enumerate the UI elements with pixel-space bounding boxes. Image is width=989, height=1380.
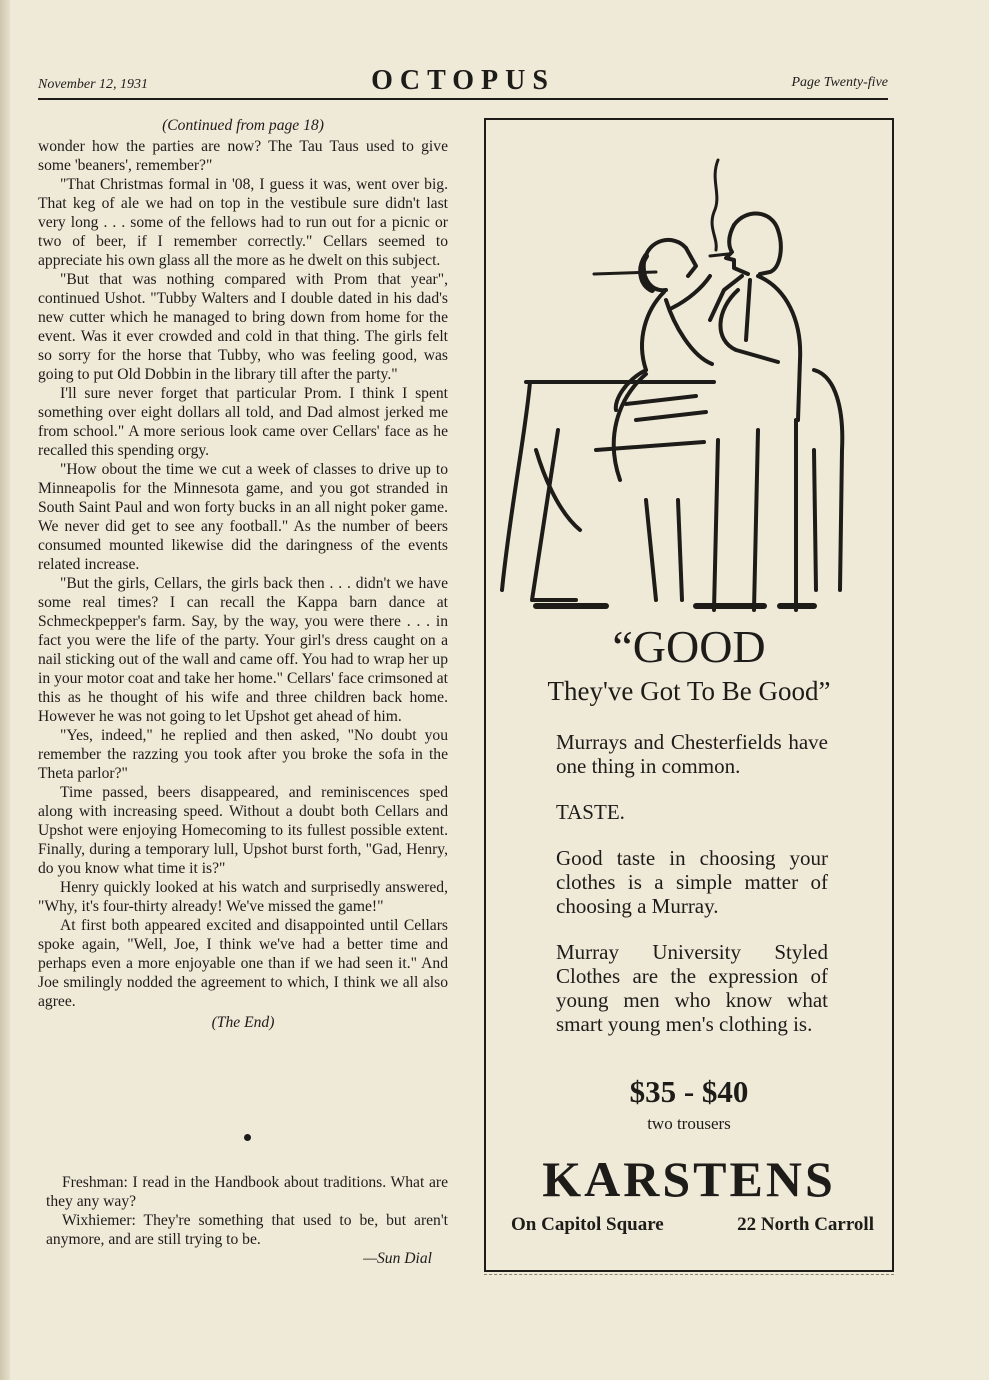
ad-address-left: On Capitol Square	[511, 1214, 664, 1235]
ad-price: $35 - $40	[629, 1074, 749, 1109]
article-paragraph: "But the girls, Cellars, the girls back then . . . didn't we have some real times? I can recall the Kappa barn dance at Schmeckpepper's farm. Say, by the way, you were there . . . in fact you were the life of the party. Your girl's dress caught on a nail sticking out of the wall and came off. You had to wrap her up in your motor coat and take her home." Cellars' face crimsoned at this as he thought of his wife and three children back home. However he was not going to let Upshot get ahead of him.	[38, 575, 448, 725]
page-number: Page Twenty-five	[791, 75, 888, 90]
joke-source: —Sun Dial	[363, 1250, 432, 1267]
page-edge-shadow	[0, 0, 10, 1380]
article-paragraph: wonder how the parties are now? The Tau Taus used to give some 'beaners', remember?"	[38, 138, 448, 174]
joke-line: Freshman: I read in the Handbook about traditions. What are they any way?	[46, 1174, 448, 1210]
karstens-advertisement	[484, 118, 894, 1272]
article-paragraph: "But that was nothing compared with Prom that year", continued Ushot. "Tubby Walters and I double dated in his dad's new cutter which he managed to bring down from home for the event. Was it ever crowded and cold in that thing. The girls felt so sorry for the horse that Tubby, who was feeling good, was going to put Old Dobbin in the library till after the party."	[38, 271, 448, 383]
article-column	[38, 116, 448, 1032]
ad-address-right: 22 North Carroll	[737, 1214, 874, 1235]
ad-price-note: two trousers	[647, 1114, 731, 1133]
joke-line: Wixhiemer: They're something that used to be, but aren't anymore, and are still trying to be.	[46, 1212, 448, 1248]
article-paragraph: Henry quickly looked at his watch and surprisedly answered, "Why, it's four-thirty already! We've missed the game!"	[38, 879, 448, 915]
article-paragraph: Time passed, beers disappeared, and reminiscences sped along with increasing speed. Without a doubt both Cellars and Upshot were enjoying Homecoming to its fullest possible extent. Finally, during a temporary lull, Upshot burst forth, "Gad, Henry, do you know what time it is?"	[38, 784, 448, 877]
ad-body	[556, 730, 828, 1058]
masthead: OCTOPUS	[371, 65, 555, 96]
ad-body-paragraph: Murray University Styled Clothes are the expression of young men who know what smart young men's clothing is.	[556, 940, 828, 1036]
article-paragraph: I'll sure never forget that particular Prom. I think I spent something over eight dollars all told, and Dad almost jerked me from school." A more serious look came over Cellars' face as he recalled this spending orgy.	[38, 385, 448, 459]
issue-date: November 12, 1931	[38, 77, 149, 92]
article-end: (The End)	[211, 1014, 275, 1031]
ad-brand: KARSTENS	[542, 1151, 836, 1207]
page-header	[38, 65, 888, 100]
article-paragraph: "How obout the time we cut a week of classes to drive up to Minneapolis for the Minnesota game, and you got stranded in South Saint Paul and won forty bucks in an all night poker game. We never did get to see any football." As the number of beers consumed mounted likewise did the daringness of the events related increase.	[38, 461, 448, 573]
article-paragraph: At first both appeared excited and disappointed until Cellars spoke again, "Well, Joe, I think we've had a better time and perhaps even a more enjoyable one than if we had seen it." And Joe smilingly nodded the agreement to which, I think we all also agree.	[38, 917, 448, 1010]
ad-subheadline: They've Got To Be Good”	[547, 676, 831, 706]
bottom-rule	[484, 1274, 894, 1276]
ad-body-paragraph: Murrays and Chesterfields have one thing in common.	[556, 730, 828, 778]
ad-body-paragraph: TASTE.	[556, 800, 625, 824]
ad-headline: “GOOD	[612, 621, 766, 672]
joke-block	[46, 1173, 448, 1268]
ad-body-paragraph: Good taste in choosing your clothes is a simple matter of choosing a Murray.	[556, 846, 828, 918]
couple-smoking-illustration	[496, 150, 882, 620]
separator-dot	[244, 1134, 251, 1141]
article-paragraph: "Yes, indeed," he replied and then asked, "No doubt you remember the razzing you took after you broke the sofa in the Theta parlor?"	[38, 727, 448, 782]
continued-note: (Continued from page 18)	[162, 117, 324, 134]
article-paragraph: "That Christmas formal in '08, I guess it was, went over big. That keg of ale we had on top in the vestibule sure didn't last very long . . . some of the fellows had to run out for a picnic or two of beer, if I remember correctly." Cellars seemed to appreciate his own glass all the more as he dwelt on this subject.	[38, 176, 448, 269]
